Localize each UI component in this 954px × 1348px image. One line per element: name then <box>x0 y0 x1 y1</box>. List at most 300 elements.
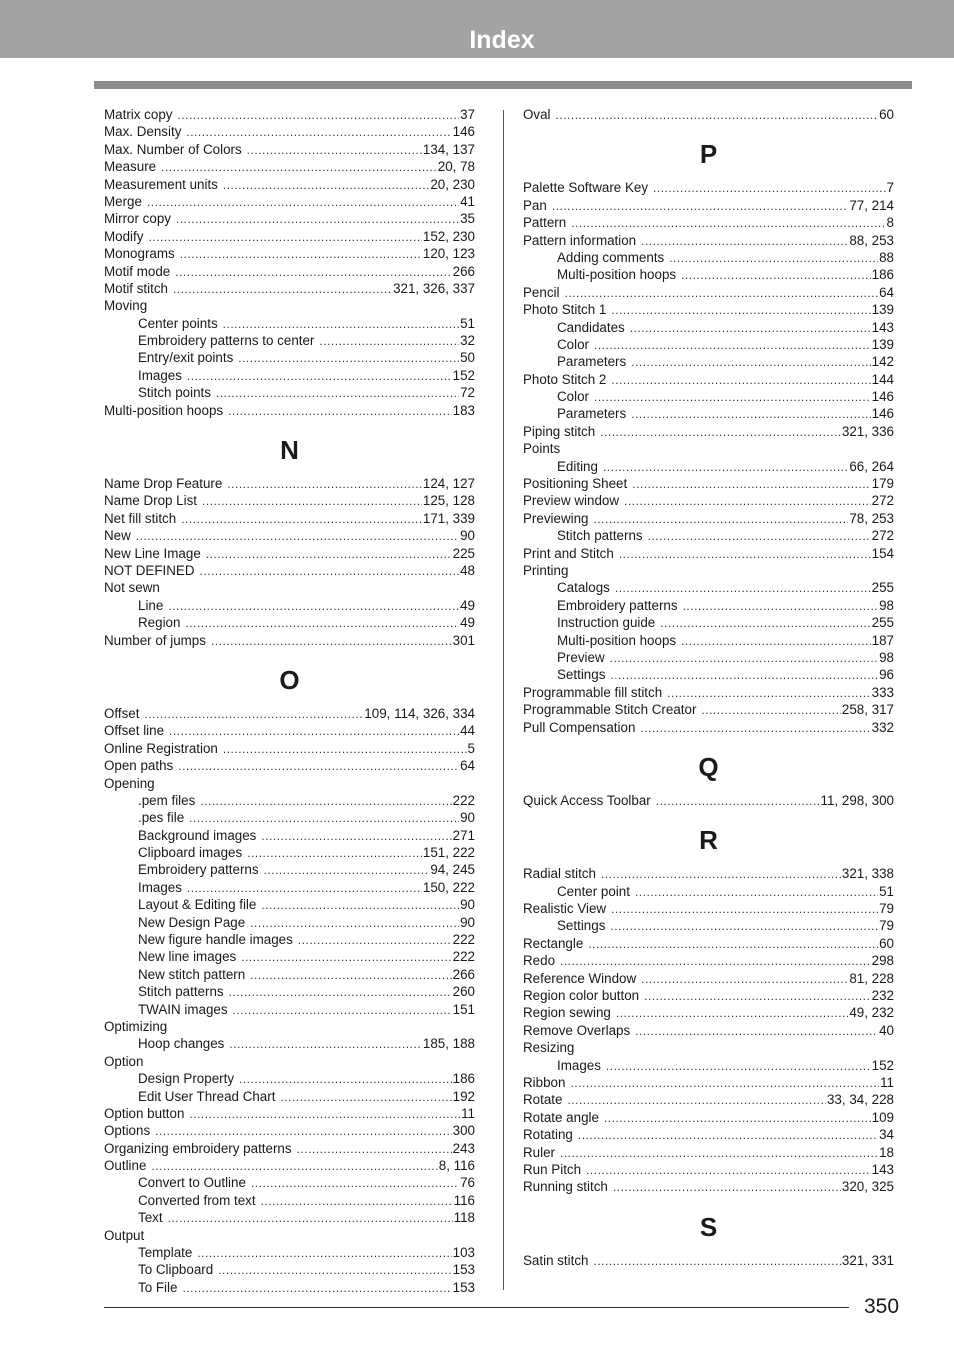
index-page-refs: 103 <box>452 1245 475 1261</box>
index-page-refs: 37 <box>460 107 475 122</box>
dot-leader <box>667 685 870 701</box>
index-term: Background images <box>138 827 257 843</box>
index-term: Programmable Stitch Creator <box>523 702 697 718</box>
dot-leader <box>594 511 849 527</box>
dot-leader <box>586 1162 871 1178</box>
index-entry <box>104 1122 475 1139</box>
dot-leader <box>619 546 871 562</box>
index-term: New <box>104 528 131 544</box>
index-page-refs: 179 <box>871 476 894 492</box>
index-page-refs: 60 <box>879 107 894 122</box>
index-entry <box>104 527 475 544</box>
dot-leader <box>632 476 870 492</box>
index-page-refs: 222 <box>452 932 475 948</box>
index-entry <box>104 1018 475 1035</box>
index-entry <box>523 1252 894 1269</box>
index-letter-heading: Q <box>698 751 719 782</box>
index-term: Stitch patterns <box>138 984 224 1000</box>
index-entry <box>523 935 894 952</box>
index-subentry <box>104 1261 475 1278</box>
dot-leader <box>556 107 879 123</box>
index-term: New line images <box>138 949 237 965</box>
index-page-refs: 139 <box>871 302 894 318</box>
index-entry <box>104 757 475 774</box>
dot-leader <box>223 177 429 193</box>
index-term: Catalogs <box>557 580 610 596</box>
index-subentry <box>104 1088 475 1105</box>
index-term: Programmable fill stitch <box>523 684 663 700</box>
index-subentry <box>104 315 475 332</box>
index-page-refs: 77, 214 <box>849 197 894 213</box>
index-term: Images <box>138 367 182 383</box>
dot-leader <box>185 615 459 631</box>
dot-leader <box>630 320 871 336</box>
index-page-refs: 146 <box>452 124 475 140</box>
index-entry <box>523 179 894 196</box>
index-subentry <box>104 879 475 896</box>
index-letter-heading: P <box>699 139 718 170</box>
index-page-refs: 258, 317 <box>841 702 894 718</box>
index-entry <box>523 952 894 969</box>
index-page-refs: 11, 298, 300 <box>820 792 894 808</box>
index-term: Center point <box>557 883 630 899</box>
dot-leader <box>641 233 848 249</box>
index-term: Resizing <box>523 1040 575 1056</box>
index-entry <box>104 705 475 722</box>
index-term: Instruction guide <box>557 615 656 631</box>
index-subentry <box>104 827 475 844</box>
index-subentry <box>104 1001 475 1018</box>
index-entry <box>104 210 475 227</box>
index-subentry <box>104 1070 475 1087</box>
dot-leader <box>669 250 878 266</box>
index-term: Realistic View <box>523 901 607 917</box>
index-entry <box>104 1157 475 1174</box>
page-number: 350 <box>864 1295 900 1318</box>
dot-leader <box>261 897 459 913</box>
index-term: Oval <box>523 107 551 122</box>
index-page-refs: 90 <box>460 914 475 930</box>
dot-leader <box>239 1071 452 1087</box>
index-entry <box>523 792 894 809</box>
index-term: Outline <box>104 1158 147 1174</box>
index-term: Photo Stitch 2 <box>523 371 607 387</box>
index-page-refs: 260 <box>452 984 475 1000</box>
index-page-refs: 5 <box>467 740 475 756</box>
index-term: Ribbon <box>523 1074 566 1090</box>
index-page-refs: 152, 230 <box>422 228 475 244</box>
index-entry <box>104 1140 475 1157</box>
index-term: Color <box>557 336 589 352</box>
index-term: .pes file <box>138 810 185 826</box>
dot-leader <box>151 1158 437 1174</box>
column-divider <box>503 110 504 1290</box>
index-term: Images <box>138 879 182 895</box>
index-page-refs: 11 <box>461 1105 475 1121</box>
index-term: Remove Overlaps <box>523 1022 631 1038</box>
index-subentry <box>523 405 894 422</box>
index-term: Multi-position hoops <box>557 267 677 283</box>
dot-leader <box>168 1210 453 1226</box>
index-entry <box>523 1178 894 1195</box>
index-page-refs: 150, 222 <box>422 879 475 895</box>
index-page-refs: 124, 127 <box>422 476 475 492</box>
index-page-refs: 41 <box>460 193 475 209</box>
index-page-refs: 11 <box>880 1074 894 1090</box>
index-page-refs: 78, 253 <box>849 510 894 526</box>
index-page-refs: 255 <box>871 580 894 596</box>
dot-leader <box>250 967 451 983</box>
index-page-refs: 146 <box>871 406 894 422</box>
index-page-refs: 243 <box>452 1140 475 1156</box>
dot-leader <box>631 406 870 422</box>
index-subentry <box>104 896 475 913</box>
dot-leader <box>155 1123 452 1139</box>
index-page-refs: 125, 128 <box>422 493 475 509</box>
dot-leader <box>604 1110 871 1126</box>
index-entry <box>523 510 894 527</box>
index-entry <box>104 740 475 757</box>
dot-leader <box>186 124 451 140</box>
dot-leader <box>229 1036 422 1052</box>
index-term: Preview <box>557 649 605 665</box>
index-term: Motif stitch <box>104 280 168 296</box>
index-page-refs: 142 <box>871 354 894 370</box>
index-page-refs: 88, 253 <box>849 232 894 248</box>
dot-leader <box>567 1092 826 1108</box>
index-term: Measure <box>104 159 157 175</box>
index-term: Stitch points <box>138 385 211 401</box>
index-page-refs: 301 <box>452 632 475 648</box>
index-subentry <box>104 597 475 614</box>
index-subentry <box>523 579 894 596</box>
index-term: Palette Software Key <box>523 180 649 196</box>
index-term: Region <box>138 615 181 631</box>
index-entry <box>104 106 475 123</box>
index-subentry <box>104 983 475 1000</box>
index-term: Embroidery patterns to center <box>138 333 315 349</box>
index-entry <box>104 775 475 792</box>
index-term: New figure handle images <box>138 932 293 948</box>
index-entry <box>523 1144 894 1161</box>
index-page-refs: 51 <box>879 883 894 899</box>
index-term: Name Drop Feature <box>104 476 223 492</box>
index-entry <box>104 402 475 419</box>
index-term: Redo <box>523 953 556 969</box>
index-entry <box>523 1022 894 1039</box>
index-entry <box>104 722 475 739</box>
index-term: Offset line <box>104 723 165 739</box>
dot-leader <box>228 403 452 419</box>
index-entry <box>104 562 475 579</box>
index-page-refs: 20, 230 <box>430 176 475 192</box>
index-entry <box>104 492 475 509</box>
index-term: Photo Stitch 1 <box>523 302 607 318</box>
index-term: Run Pitch <box>523 1161 582 1177</box>
dot-leader <box>560 1145 878 1161</box>
index-subentry <box>104 384 475 401</box>
dot-leader <box>594 389 871 405</box>
index-subentry <box>104 861 475 878</box>
index-term: Optimizing <box>104 1018 168 1034</box>
index-entry <box>104 263 475 280</box>
dot-leader <box>653 180 886 196</box>
index-entry <box>104 579 475 596</box>
index-term: Satin stitch <box>523 1252 589 1268</box>
index-subentry <box>104 914 475 931</box>
index-entry <box>523 371 894 388</box>
index-term: Max. Number of Colors <box>104 141 242 157</box>
dot-leader <box>640 720 870 736</box>
index-column-left <box>104 106 475 1296</box>
dot-leader <box>611 302 870 318</box>
index-page-refs: 51 <box>460 315 475 331</box>
index-entry <box>104 1227 475 1244</box>
dot-leader <box>187 368 452 384</box>
index-term: Print and Stitch <box>523 545 614 561</box>
index-page-refs: 152 <box>871 1057 894 1073</box>
dot-leader <box>200 793 451 809</box>
index-subentry <box>104 966 475 983</box>
index-term: Region sewing <box>523 1005 611 1021</box>
index-entry <box>523 423 894 440</box>
dot-leader <box>610 667 878 683</box>
index-term: Opening <box>104 775 155 791</box>
index-term: Embroidery patterns <box>138 862 259 878</box>
index-entry <box>104 1105 475 1122</box>
index-page-refs: 64 <box>460 758 475 774</box>
index-entry <box>523 106 894 123</box>
index-page-refs: 64 <box>879 284 894 300</box>
index-entry <box>523 684 894 701</box>
index-page-refs: 272 <box>871 493 894 509</box>
dot-leader <box>216 385 459 401</box>
index-subentry <box>104 1174 475 1191</box>
index-page-refs: 94, 245 <box>430 862 475 878</box>
index-term: Quick Access Toolbar <box>523 792 651 808</box>
index-page-refs: 109 <box>871 1109 894 1125</box>
index-page-refs: 109, 114, 326, 334 <box>364 705 475 721</box>
index-entry <box>523 701 894 718</box>
index-subentry <box>523 458 894 475</box>
index-subentry <box>523 614 894 631</box>
dot-leader <box>681 267 871 283</box>
header-rule <box>94 81 912 89</box>
index-page-refs: 81, 228 <box>849 970 894 986</box>
index-subentry <box>523 249 894 266</box>
index-page-refs: 120, 123 <box>422 246 475 262</box>
index-entry <box>523 1074 894 1091</box>
index-page-refs: 225 <box>452 545 475 561</box>
index-term: Modify <box>104 228 144 244</box>
index-term: New stitch pattern <box>138 966 246 982</box>
index-term: Entry/exit points <box>138 350 234 366</box>
index-term: NOT DEFINED <box>104 562 195 578</box>
index-page-refs: 88 <box>879 249 894 265</box>
index-page-refs: 76 <box>460 1175 475 1191</box>
index-page-refs: 154 <box>871 545 894 561</box>
index-page-refs: 255 <box>871 615 894 631</box>
index-page-refs: 143 <box>871 1161 894 1177</box>
index-term: Editing <box>557 458 598 474</box>
index-term: Images <box>557 1057 601 1073</box>
index-page-refs: 96 <box>879 667 894 683</box>
index-page-refs: 79 <box>879 901 894 917</box>
index-entry <box>104 280 475 297</box>
dot-leader <box>189 810 459 826</box>
dot-leader <box>571 215 885 231</box>
dot-leader <box>247 845 422 861</box>
index-entry <box>523 1126 894 1143</box>
index-subentry <box>104 809 475 826</box>
dot-leader <box>168 598 459 614</box>
index-page-refs: 271 <box>452 827 475 843</box>
index-page-refs: 60 <box>879 935 894 951</box>
index-entry <box>523 900 894 917</box>
index-column-right <box>523 106 894 1269</box>
index-page-refs: 332 <box>871 719 894 735</box>
index-term: Mirror copy <box>104 211 171 227</box>
dot-leader <box>251 1175 459 1191</box>
index-entry <box>104 510 475 527</box>
index-page-refs: 118 <box>453 1210 475 1226</box>
index-entry <box>523 1109 894 1126</box>
index-term: Preview window <box>523 493 620 509</box>
index-page-refs: 50 <box>460 350 475 366</box>
dot-leader <box>189 1106 460 1122</box>
index-term: New Line Image <box>104 545 201 561</box>
index-term: Positioning Sheet <box>523 476 628 492</box>
dot-leader <box>227 476 422 492</box>
dot-leader <box>701 702 840 718</box>
dot-leader <box>202 493 422 509</box>
index-subentry <box>523 666 894 683</box>
dot-leader <box>601 866 841 882</box>
index-term: Parameters <box>557 406 627 422</box>
index-page-refs: 8 <box>886 215 894 231</box>
index-term: Stitch patterns <box>557 528 643 544</box>
index-page-refs: 20, 78 <box>437 159 475 175</box>
index-entry <box>523 1091 894 1108</box>
index-page-refs: 134, 137 <box>422 141 475 157</box>
dot-leader <box>594 337 871 353</box>
index-term: Converted from text <box>138 1192 256 1208</box>
dot-leader <box>603 459 848 475</box>
dot-leader <box>175 264 451 280</box>
dot-leader <box>683 598 879 614</box>
index-term: Matrix copy <box>104 107 173 122</box>
index-term: Number of jumps <box>104 632 206 648</box>
index-term: Output <box>104 1227 145 1243</box>
index-page-refs: 72 <box>460 385 475 401</box>
index-term: Settings <box>557 918 606 934</box>
dot-leader <box>147 194 459 210</box>
index-subentry <box>104 931 475 948</box>
index-page-refs: 40 <box>879 1022 894 1038</box>
dot-leader <box>264 862 430 878</box>
index-term: Radial stitch <box>523 866 596 882</box>
index-subentry <box>104 1244 475 1261</box>
index-term: Text <box>138 1210 163 1226</box>
index-entry <box>104 141 475 158</box>
index-page-refs: 144 <box>871 371 894 387</box>
index-page-refs: 90 <box>460 810 475 826</box>
index-subentry <box>104 792 475 809</box>
dot-leader <box>594 1253 841 1269</box>
index-page-refs: 187 <box>871 632 894 648</box>
dot-leader <box>181 511 422 527</box>
index-term: Moving <box>104 298 148 314</box>
index-page-refs: 321, 326, 337 <box>393 280 475 296</box>
index-subentry <box>523 649 894 666</box>
index-page-refs: 49 <box>460 597 475 613</box>
index-term: Edit User Thread Chart <box>138 1088 276 1104</box>
dot-leader <box>624 493 871 509</box>
index-term: Motif mode <box>104 263 171 279</box>
index-entry <box>104 158 475 175</box>
index-page-refs: 34 <box>879 1127 894 1143</box>
index-term: Clipboard images <box>138 845 243 861</box>
index-term: Rotate angle <box>523 1109 599 1125</box>
index-page-refs: 7 <box>886 180 894 196</box>
dot-leader <box>600 424 841 440</box>
dot-leader <box>247 142 422 158</box>
dot-leader <box>223 316 459 332</box>
dot-leader <box>197 1245 451 1261</box>
index-subentry <box>523 319 894 336</box>
dot-leader <box>169 723 459 739</box>
index-page-refs: 146 <box>871 389 894 405</box>
index-term: Points <box>523 441 561 457</box>
index-page-refs: 321, 338 <box>841 866 894 882</box>
dot-leader <box>144 706 363 722</box>
index-page-refs: 151 <box>452 1001 475 1017</box>
index-term: .pem files <box>138 792 196 808</box>
index-page-refs: 66, 264 <box>849 458 894 474</box>
index-term: Rectangle <box>523 935 584 951</box>
index-page-refs: 151, 222 <box>422 845 475 861</box>
index-page-refs: 222 <box>452 949 475 965</box>
index-term: Multi-position hoops <box>104 402 224 418</box>
index-subentry <box>104 332 475 349</box>
index-entry <box>104 1053 475 1070</box>
index-term: Online Registration <box>104 740 218 756</box>
dot-leader <box>177 107 459 123</box>
dot-leader <box>681 633 871 649</box>
index-term: Option <box>104 1053 144 1069</box>
index-entry <box>523 719 894 736</box>
index-page-refs: 143 <box>871 319 894 335</box>
dot-leader <box>635 1023 878 1039</box>
index-term: Embroidery patterns <box>557 597 678 613</box>
index-term: To Clipboard <box>138 1262 214 1278</box>
index-subentry <box>104 948 475 965</box>
index-page-refs: 222 <box>452 792 475 808</box>
dot-leader <box>187 880 422 896</box>
index-page-refs: 333 <box>871 684 894 700</box>
index-term: Reference Window <box>523 970 637 986</box>
index-subentry <box>104 1279 475 1296</box>
index-page-refs: 90 <box>460 897 475 913</box>
index-letter-heading: N <box>280 435 299 466</box>
index-term: Net fill stitch <box>104 510 177 526</box>
dot-leader <box>180 246 422 262</box>
dot-leader <box>610 650 878 666</box>
index-page-refs: 139 <box>871 336 894 352</box>
index-subentry <box>523 388 894 405</box>
index-entry <box>523 1039 894 1056</box>
index-term: Organizing embroidery patterns <box>104 1140 292 1156</box>
